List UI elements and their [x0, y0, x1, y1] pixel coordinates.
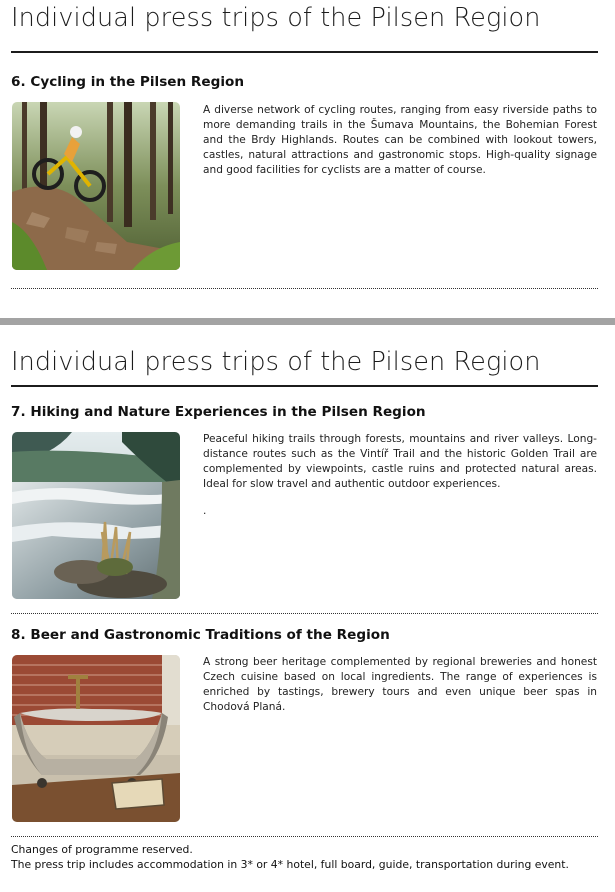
river-photo — [12, 432, 180, 599]
section-text-beer: A strong beer heritage complemented by regional breweries and honest Czech cuisine based on local ingredients. The range of experiences is enriched by tastings, brewery tours and even unique beer spas in Chodová Planá. — [203, 656, 597, 713]
section-text-hiking: Peaceful hiking trails through forests, mountains and river valleys. Long-distance routes such as the Vintíř Trail and the historic Golden Trail are complemented by viewpoints, castle ruins and protected natural areas. Ideal for slow travel and authentic outdoor experiences. — [203, 433, 597, 490]
page-title: Individual press trips of the Pilsen Region — [11, 347, 541, 377]
section-heading-hiking: 7. Hiking and Nature Experiences in the Pilsen Region — [11, 404, 426, 420]
section-heading-cycling: 6. Cycling in the Pilsen Region — [11, 74, 245, 90]
title-rule — [11, 385, 598, 387]
section-text-cycling: A diverse network of cycling routes, ranging from easy riverside paths to more demanding trails in the Šumava Mountains, the Bohemian Forest and the Brdy Highlands. Routes can be combined with lookout towers, castles, natural attractions and gastronomic stops. High-quality signage and good facilities for cyclists are a matter of course. — [203, 104, 597, 176]
title-rule — [11, 51, 598, 53]
page-title: Individual press trips of the Pilsen Region — [11, 3, 541, 33]
dotted-separator — [11, 288, 598, 289]
dotted-separator — [11, 836, 598, 837]
page-divider — [0, 318, 615, 325]
footer-note: Changes of programme reserved. — [11, 843, 193, 856]
dotted-separator — [11, 613, 598, 614]
beer-spa-photo — [12, 655, 180, 822]
section-heading-beer: 8. Beer and Gastronomic Traditions of the Region — [11, 627, 390, 643]
stray-period: . — [203, 505, 207, 517]
cycling-photo — [12, 102, 180, 270]
footer-included-services: The press trip includes accommodation in 3* or 4* hotel, full board, guide, transportation during event. — [11, 858, 569, 871]
